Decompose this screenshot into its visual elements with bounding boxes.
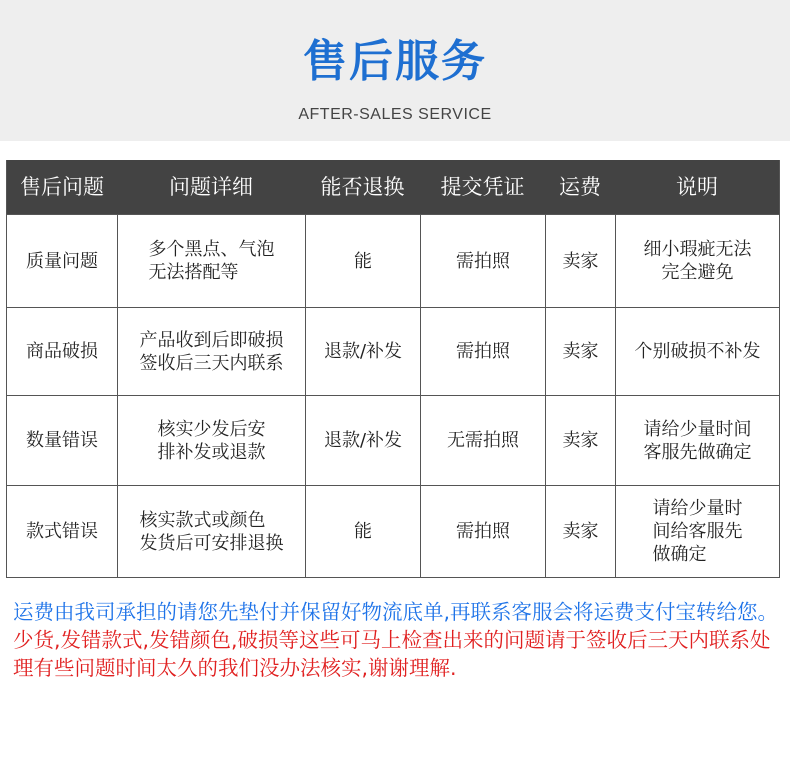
cell-shipping: 卖家 [545, 215, 615, 307]
table-header-row [7, 160, 779, 214]
cell-note: 个别破损不补发 [615, 308, 779, 395]
cell-returnable: 能 [305, 486, 420, 577]
column-header-issue: 售后问题 [20, 175, 104, 199]
notice-shipping-text: 运费由我司承担的请您先垫付并保留好物流底单,再联系客服会将运费支付宝转给您。 [13, 600, 779, 624]
header-banner [0, 0, 790, 141]
table-row [7, 485, 779, 577]
column-header-detail: 问题详细 [169, 175, 253, 199]
cell-proof: 无需拍照 [420, 396, 545, 485]
cell-detail: 产品收到后即破损 签收后三天内联系 [117, 308, 305, 395]
table-row [7, 395, 779, 485]
column-header-proof: 提交凭证 [440, 175, 525, 199]
page-subtitle: AFTER-SALES SERVICE [298, 106, 492, 123]
cell-proof: 需拍照 [420, 215, 545, 307]
cell-detail: 核实少发后安 排补发或退款 [117, 396, 305, 485]
cell-note: 细小瑕疵无法 完全避免 [615, 215, 779, 307]
column-header-returnable: 能否退换 [320, 175, 405, 199]
column-header-shipping: 运费 [559, 175, 601, 199]
cell-shipping: 卖家 [545, 486, 615, 577]
cell-note: 请给少量时间 客服先做确定 [615, 396, 779, 485]
table-row [7, 307, 779, 395]
cell-issue: 款式错误 [26, 521, 98, 542]
cell-shipping: 卖家 [545, 396, 615, 485]
notice-warning-text: 少货,发错款式,发错颜色,破损等这些可马上检查出来的问题请于签收后三天内联系处理有些问题时间太久的我们没办法核实,谢谢理解. [13, 628, 771, 680]
after-sales-notice [13, 598, 783, 682]
cell-returnable: 退款/补发 [305, 396, 420, 485]
after-sales-table [6, 160, 780, 578]
table-row [7, 214, 779, 307]
cell-detail: 核实款式或颜色 发货后可安排退换 [117, 486, 305, 577]
cell-note: 请给少量时 间给客服先 做确定 [615, 486, 779, 577]
cell-proof: 需拍照 [420, 308, 545, 395]
cell-returnable: 能 [305, 215, 420, 307]
cell-detail: 多个黑点、气泡 无法搭配等 [117, 215, 305, 307]
cell-returnable: 退款/补发 [305, 308, 420, 395]
cell-shipping: 卖家 [545, 308, 615, 395]
cell-issue: 商品破损 [26, 341, 98, 362]
cell-issue: 质量问题 [26, 250, 98, 272]
cell-proof: 需拍照 [420, 486, 545, 577]
column-header-note: 说明 [676, 175, 718, 199]
cell-issue: 数量错误 [26, 430, 98, 451]
page-title: 售后服务 [303, 36, 487, 87]
